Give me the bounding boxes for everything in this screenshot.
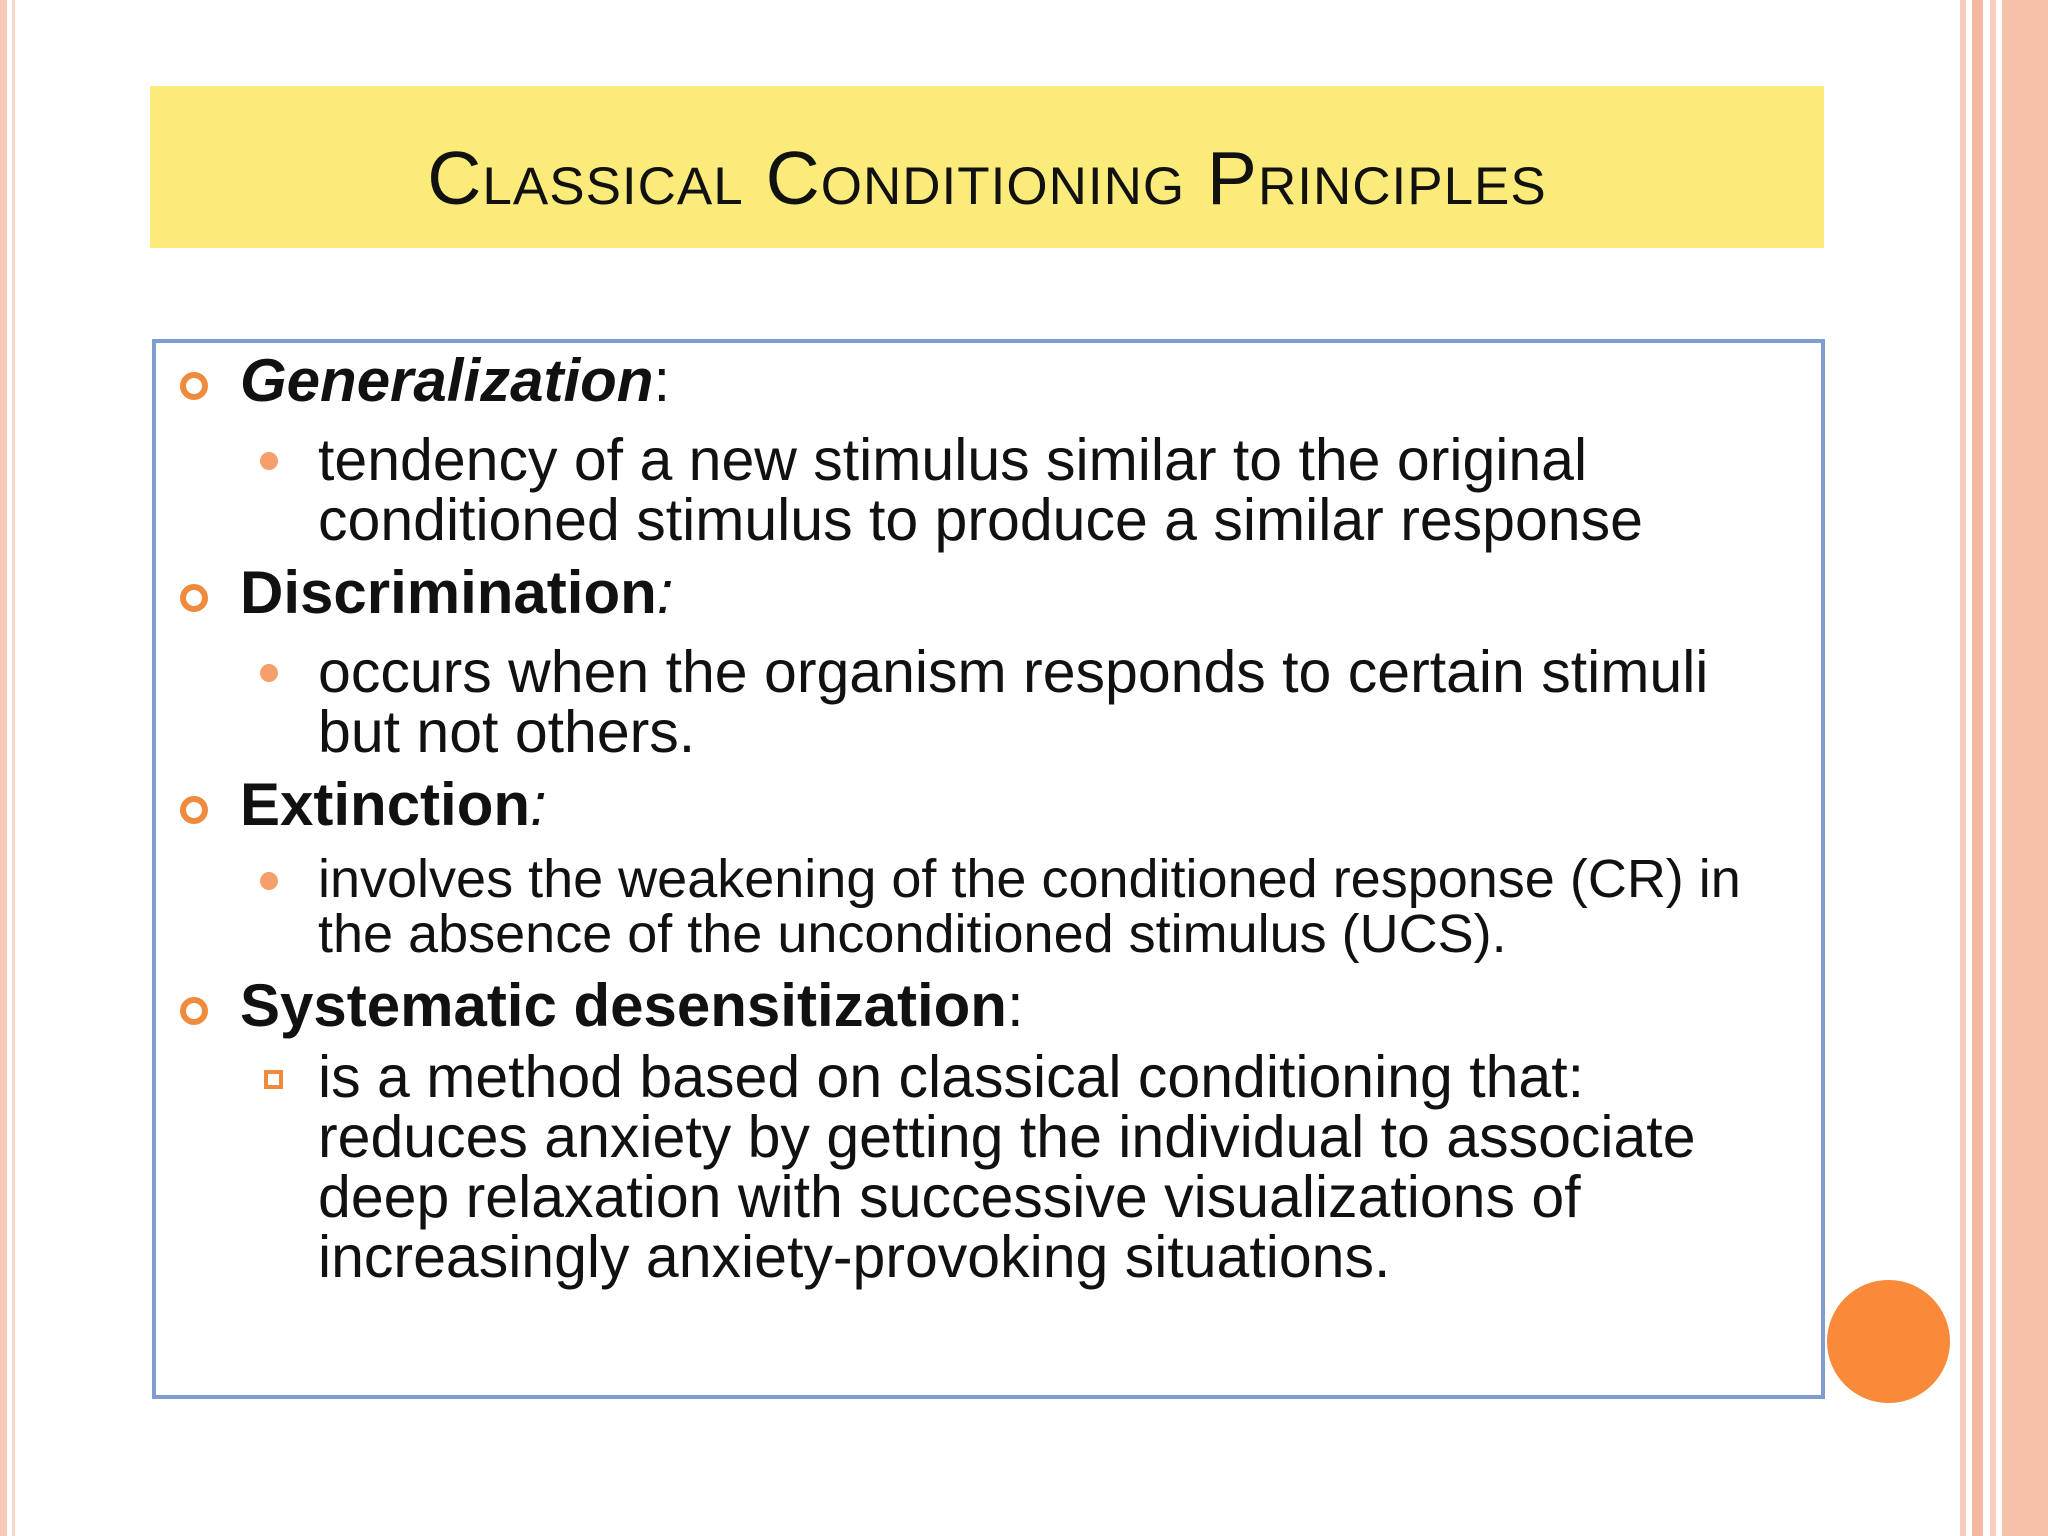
decorative-stripe-left xyxy=(0,0,7,1536)
ring-bullet-icon xyxy=(180,997,208,1025)
description-systematic-desensitization: is a method based on classical conditioning that: reduces anxiety by getting the individual to associate deep relaxation with successive visualizations of increasingly anxiety-provoking situations. xyxy=(318,1044,1696,1290)
term-colon: : xyxy=(656,559,674,626)
term-colon: : xyxy=(530,771,547,838)
decorative-stripe-right-4 xyxy=(2002,0,2048,1536)
term-label: Systematic desensitization xyxy=(240,972,1007,1039)
dot-bullet-icon xyxy=(260,452,278,470)
description-generalization: tendency of a new stimulus similar to the original conditioned stimulus to produce a similar response xyxy=(318,427,1643,553)
title-bar xyxy=(150,86,1824,248)
decorative-stripe-right-3 xyxy=(1990,0,1996,1536)
ring-bullet-icon xyxy=(180,584,208,612)
term-label: Discrimination xyxy=(240,559,657,626)
ring-bullet-icon xyxy=(180,372,208,400)
dot-bullet-icon xyxy=(260,664,278,682)
decorative-stripe-left-thin xyxy=(12,0,15,1536)
description-discrimination: occurs when the organism responds to certain stimuli but not others. xyxy=(318,639,1709,765)
term-discrimination xyxy=(240,558,673,627)
term-colon: : xyxy=(653,347,671,414)
term-label: Generalization xyxy=(240,347,654,414)
dot-bullet-icon xyxy=(260,872,278,890)
description-extinction: involves the weakening of the conditioned response (CR) in the absence of the unconditioned stimulus (UCS). xyxy=(318,849,1741,964)
term-label: Extinction xyxy=(240,771,531,838)
term-extinction xyxy=(240,770,547,839)
slide-title: Classical Conditioning Principles xyxy=(427,136,1547,220)
content-box xyxy=(152,339,1825,1399)
term-colon: : xyxy=(1006,972,1024,1039)
decorative-stripe-right-1 xyxy=(1960,0,1966,1536)
ring-bullet-icon xyxy=(180,796,208,824)
decorative-orange-circle xyxy=(1827,1280,1950,1403)
term-generalization xyxy=(240,346,670,415)
decorative-stripe-right-2 xyxy=(1972,0,1983,1536)
square-bullet-icon xyxy=(264,1070,283,1089)
term-systematic-desensitization xyxy=(240,971,1024,1040)
